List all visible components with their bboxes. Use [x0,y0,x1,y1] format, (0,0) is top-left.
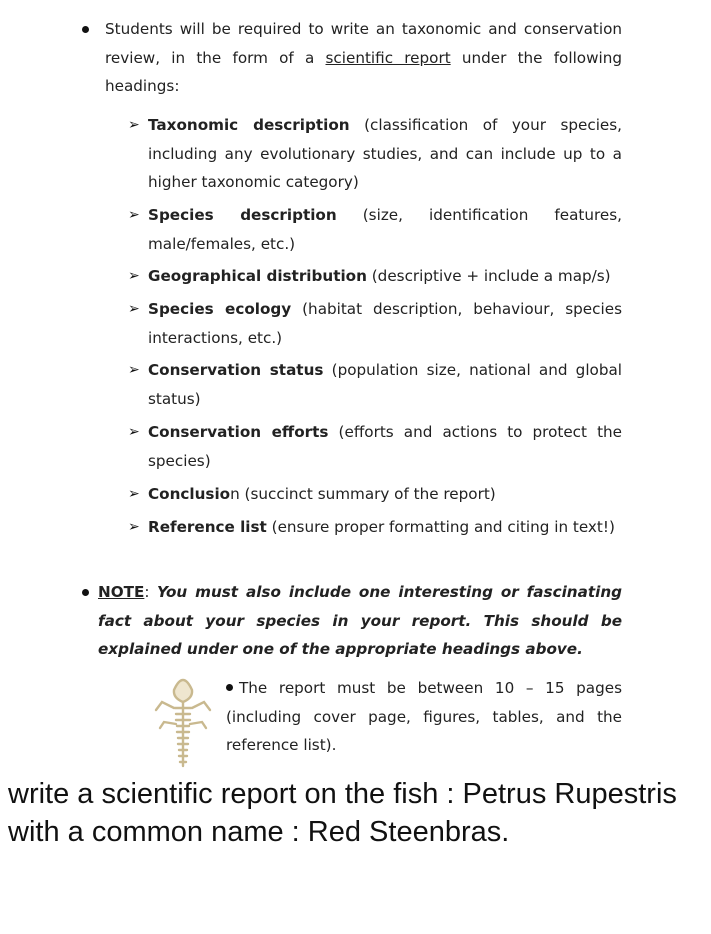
heading-title: Conservation status [148,361,324,379]
intro-bullet [82,15,622,101]
heading-title: Conservation efforts [148,423,329,441]
note-colon: : [144,583,157,601]
arrow-bullet-icon: ➢ [128,207,140,223]
heading-desc: (efforts and actions to protect the species) [148,423,622,470]
heading-desc: (habitat description, behaviour, species interactions, etc.) [148,300,622,347]
heading-item-conservation-status [128,356,622,413]
intro-text [105,15,622,101]
heading-title: Species description [148,206,337,224]
heading-item-conclusion [128,480,622,509]
arrow-bullet-icon: ➢ [128,301,140,317]
heading-desc: (population size, national and global status) [148,361,623,408]
page-requirement-text: The report must be between 10 – 15 pages (including cover page, figures, tables, and the reference list). [226,679,622,754]
intro-text-end: under the following headings: [105,48,622,95]
heading-desc: (ensure proper formatting and citing in text!) [266,518,615,536]
note-bullet [82,578,622,664]
heading-desc: n (succinct summary of the report) [230,485,496,503]
heading-item-ecology [128,295,622,352]
heading-title: Taxonomic description [148,116,350,134]
question-text: write a scientific report on the fish : Petrus Rupestris with a common name : Red Steenbras. [8,778,677,848]
arrow-bullet-icon: ➢ [128,519,140,535]
skeleton-illustration [148,668,218,768]
bullet-icon [82,26,89,33]
heading-title: Geographical distribution [148,267,367,285]
heading-item-distribution [128,262,622,291]
heading-desc: (descriptive + include a map/s) [366,267,611,285]
arrow-bullet-icon: ➢ [128,117,140,133]
arrow-bullet-icon: ➢ [128,362,140,378]
heading-desc: (size, identification features, male/females, etc.) [148,206,622,253]
arrow-bullet-icon: ➢ [128,268,140,284]
note-text: You must also include one interesting or fascinating fact about your species in your report. This should be explained under one of the appropriate headings above. [98,583,623,658]
arrow-bullet-icon: ➢ [128,486,140,502]
heading-item-conservation-efforts [128,418,622,475]
heading-desc: (classification of your species, including any evolutionary studies, and can include up to a higher taxonomic category) [148,116,622,191]
heading-title: Species ecology [148,300,292,318]
heading-item-taxonomic [128,111,622,197]
scientific-report-link: scientific report [325,48,451,67]
bullet-icon [226,684,233,691]
heading-item-species-description [128,201,622,258]
arrow-bullet-icon: ➢ [128,424,140,440]
heading-title: Reference list [148,518,267,536]
bullet-icon [82,589,89,596]
heading-item-reference-list [128,513,622,542]
intro-text-start: Students will be required to write an taxonomic and conservation review, in the form of a [105,20,622,67]
note-label: NOTE [98,583,145,601]
heading-title: Conclusio [148,485,231,503]
page-requirement-bullet [226,674,622,760]
